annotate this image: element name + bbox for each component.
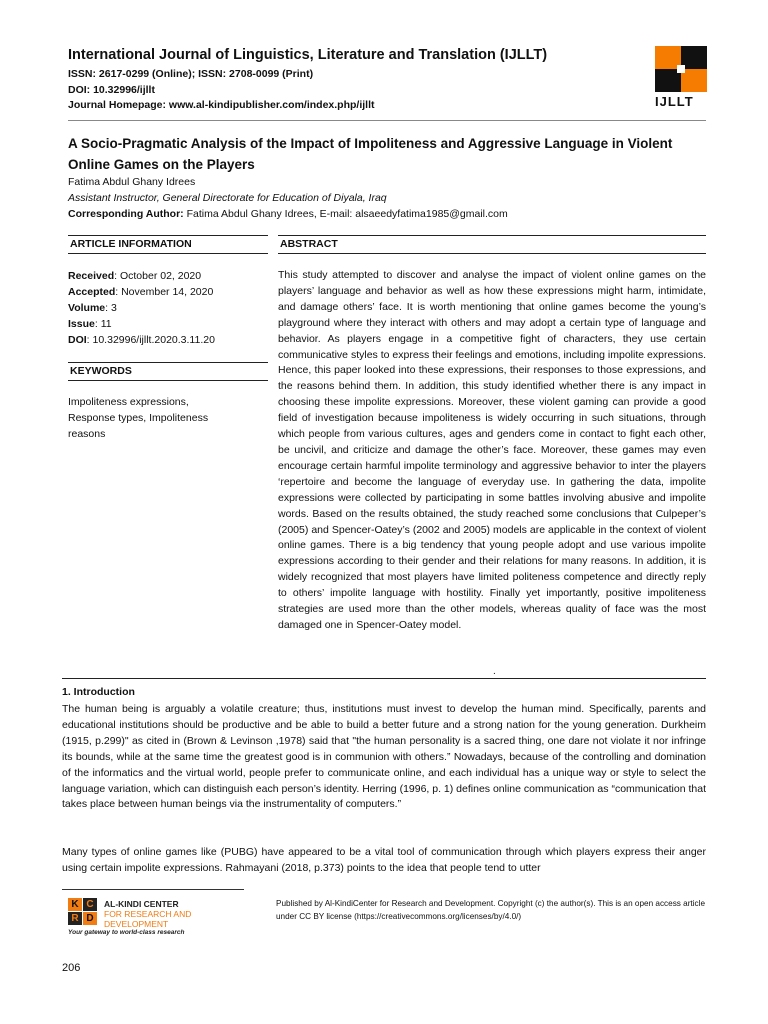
received-label: Received (68, 270, 115, 282)
received-value: : October 02, 2020 (114, 270, 202, 282)
info-bottom-rule (68, 253, 268, 254)
issue-value: : 11 (94, 318, 112, 330)
volume (68, 300, 268, 316)
corresponding-author (68, 206, 706, 222)
introduction-paragraph-2: Many types of online games like (PUBG) have appeared to be a vital tool of communication through which players express their anger using certain impolite expressions. Rahmayani (2018, p.373) points to the idea that people tend to utter (62, 846, 706, 874)
author-name: Fatima Abdul Ghany Idrees (68, 176, 196, 188)
license-note: Published by Al-KindiCenter for Research and Development. Copyright (c) the author(s). This is an open access article under CC BY license (https://creativecommons.org/licenses/by/4.0/) (276, 899, 705, 921)
paper-title: A Socio-Pragmatic Analysis of the Impact of Impoliteness and Aggressive Language in Violent Online Games on the Players (68, 136, 673, 172)
kcrd-letter-k: K (68, 898, 82, 911)
kcrd-letter-c: C (83, 898, 97, 911)
abstract-text: This study attempted to discover and analyse the impact of violent online games on the players’ language and behavior as well as how these expressions might harm, intimidate, and damage others’ face. It is worth mentioning that online games become the young’s playground where they interact with others and may adopt a certain type of language and behavior. As players engage in a competitive fight of characters, they use certain communicative styles to express their feelings and emotions, including impolite expressions. Hence, this paper looked into these expressions, their responses to those expressions, and the reasons behind them. In addition, this study identified whether there is any impact in choosing these impolite expressions. Moreover, these violent gaming can provide a good field of investigation because impoliteness is widely occurring in such situations, through which people from various cultures, ages and genders come in contact to fight each other, be uncivil, and criticize and damage the other’s face. Moreover, these games may even encourage certain harmful impolite terminology and aggressive behavior to inter the players ‘repertoire and become the language of everyday use. In gathering the data, impolite expressions were collected by participating in some battles involving abusive and impolite words. Based on the results obtained, the study reached some conclusions that Culpeper’s (2005) and Spencer-Oatey’s (2002 and 2005) models are applicable in the context of violent online games. There is a big tendency that young people adopt and use various impolite expressions according to their gender and their relations for many reasons. In addition, it is widely recognized that most players have limited politeness competence and directly reply to others’ impolite language with hostility. Finally yet importantly, positive impoliteness strategies are used more than the other models, whereas quality of face was the most damaged one in Spencer-Oatey model. (278, 269, 706, 631)
kcrd-squares-icon (68, 898, 100, 928)
abstract-heading: ABSTRACT (280, 238, 338, 250)
issue-label: Issue (68, 318, 95, 330)
issn-line: ISSN: 2617-0299 (Online); ISSN: 2708-0099 (Print) (68, 68, 314, 80)
logo-squares-icon (655, 46, 707, 92)
article-doi (68, 332, 268, 348)
doi-line: DOI: 10.32996/ijllt (68, 83, 155, 96)
author-affiliation: Assistant Instructor, General Directorate for Education of Diyala, Iraq (68, 192, 387, 204)
header-divider (68, 120, 706, 121)
issue (68, 316, 268, 332)
corresponding-value: Fatima Abdul Ghany Idrees, E-mail: alsaeedyfatima1985@gmail.com (183, 208, 508, 220)
accepted-date (68, 284, 268, 300)
abstract-end-dot: . (493, 666, 496, 677)
doi-label: DOI (68, 334, 87, 346)
kcrd-tagline: Your gateway to world-class research (68, 929, 185, 936)
abstract-end-rule (62, 678, 706, 679)
keywords-top-rule (68, 362, 268, 363)
keywords-bottom-rule (68, 380, 268, 381)
footnote-rule (62, 889, 244, 890)
info-top-rule (68, 235, 268, 236)
article-info (68, 268, 268, 348)
article-info-heading: ARTICLE INFORMATION (70, 238, 192, 250)
page-number: 206 (62, 962, 81, 974)
accepted-value: : November 14, 2020 (115, 286, 214, 298)
doi-value: : 10.32996/ijllt.2020.3.11.20 (86, 334, 215, 346)
keywords-heading: KEYWORDS (70, 365, 132, 377)
kcrd-logo (68, 898, 208, 938)
corresponding-label: Corresponding Author: (68, 208, 184, 220)
keywords-text: Impoliteness expressions, Response types, Impoliteness reasons (68, 396, 209, 440)
introduction-paragraph-1: The human being is arguably a volatile creature; thus, institutions must invest to develop the human mind. Specifically, parents and educational institutions should be productive and be able to build a better future and a strong nation for the young generation. Durkheim (1915, p.299)" as cited in (Brown & Levinson ,1978) said that "the human personality is a sacred thing, one dare not violate it nor infringe its bounds, while at the same time the greatest good is in communion with others.” Nowadays, because of the controlling and domination of the informatics and the virtual world, people prefer to communicate online, and each individual has a unique way or style to select the language variation, which can distinguish each person’s identity. Herring (1996, p. 1) defines online communication as “communication that takes place between human beings via the instrumentality of computers.” (62, 703, 706, 811)
received-date (68, 268, 268, 284)
journal-title: International Journal of Linguistics, Literature and Translation (IJLLT) (68, 47, 548, 63)
introduction-heading: 1. Introduction (62, 686, 135, 698)
kcrd-subtitle: FOR RESEARCH AND DEVELOPMENT (104, 909, 192, 929)
logo-text: IJLLT (655, 94, 694, 109)
accepted-label: Accepted (68, 286, 116, 298)
journal-logo (655, 46, 707, 109)
journal-homepage: Journal Homepage: www.al-kindipublisher.com/index.php/ijllt (68, 99, 375, 111)
abstract-top-rule (278, 235, 706, 236)
journal-header (68, 46, 628, 114)
volume-value: : 3 (105, 302, 117, 314)
kcrd-letter-r: R (68, 912, 82, 925)
abstract-bottom-rule (278, 253, 706, 254)
author-block (68, 174, 706, 222)
kcrd-letter-d: D (83, 912, 97, 925)
volume-label: Volume (68, 302, 106, 314)
kcrd-name: AL-KINDI CENTER (104, 899, 179, 909)
